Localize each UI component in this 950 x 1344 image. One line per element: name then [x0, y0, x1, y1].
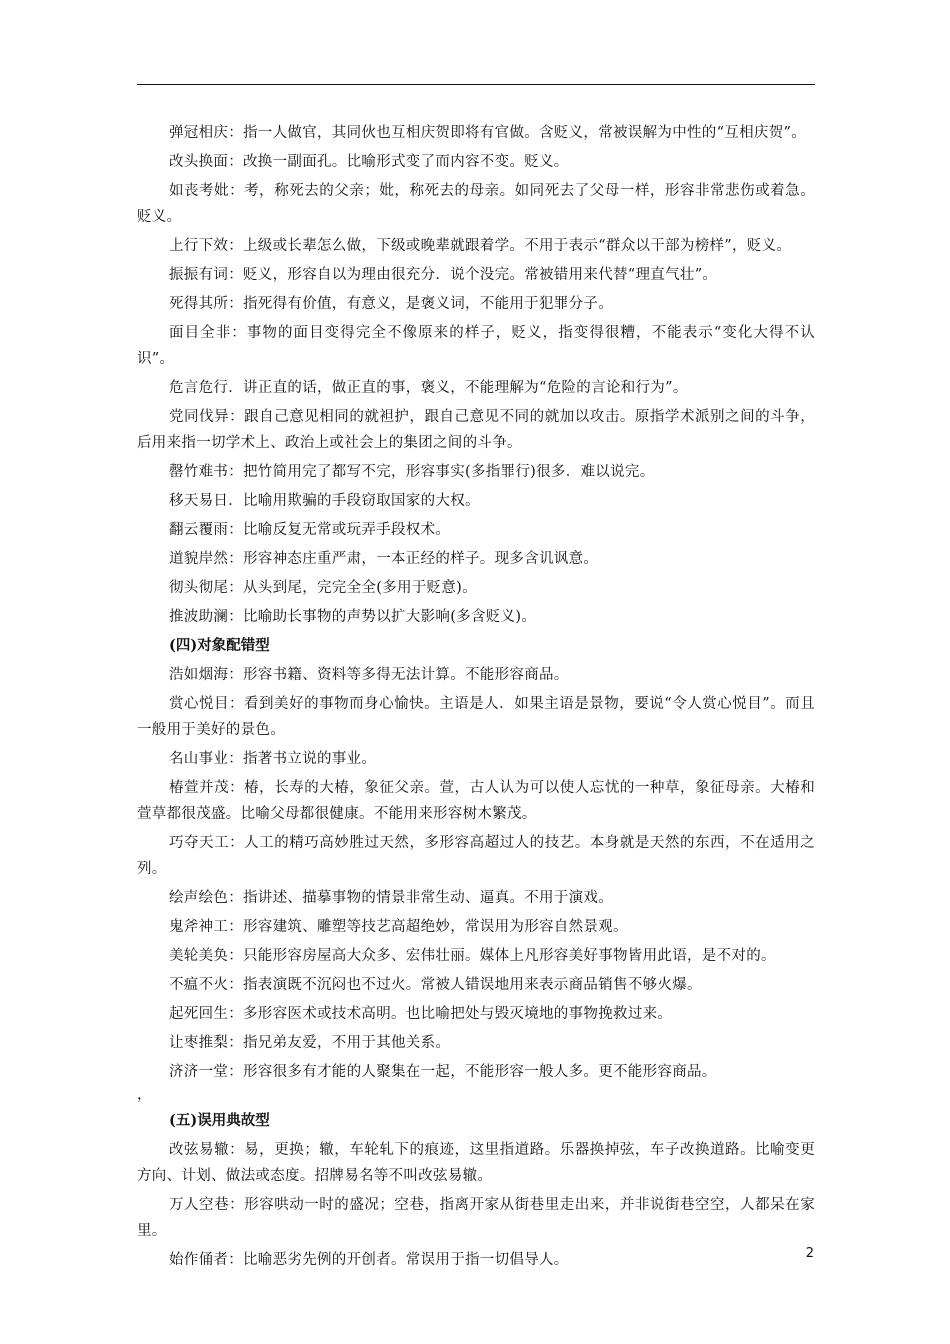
document-body: [137, 120, 815, 1276]
idiom-paragraph: 椿萱并茂：椿，长寿的大椿，象征父亲。萱，古人认为可以使人忘忧的一种草，象征母亲。大椿和萱草都很茂盛。比喻父母都很健康。不能用来形容树木繁茂。: [137, 780, 815, 822]
paragraph-group-b: [137, 662, 815, 1085]
idiom-paragraph: 改弦易辙：易，更换；辙，车轮轧下的痕迹，这里指道路。乐器换掉弦，车子改换道路。比喻变更方向、计划、做法或态度。招牌易名等不叫改弦易辙。: [137, 1142, 815, 1184]
idiom-paragraph: 罄竹难书：把竹简用完了都写不完，形容事实(多指罪行)很多．难以说完。: [169, 464, 655, 480]
idiom-paragraph: 赏心悦目：看到美好的事物而身心愉快。主语是人．如果主语是景物，要说“令人赏心悦目”。而且一般用于美好的景色。: [137, 696, 815, 738]
section-heading-5: (五)误用典故型: [169, 1112, 270, 1129]
header-rule: [137, 84, 815, 85]
idiom-paragraph: 推波助澜：比喻助长事物的声势以扩大影响(多含贬义)。: [169, 609, 537, 625]
idiom-paragraph: 起死回生：多形容医术或技术高明。也比喻把处与毁灭境地的事物挽救过来。: [169, 1006, 673, 1022]
idiom-paragraph: 万人空巷：形容哄动一时的盛况；空巷，指离开家从街巷里走出来，并非说街巷空空，人都呆在家里。: [137, 1197, 815, 1239]
idiom-paragraph: 上行下效：上级或长辈怎么做，下级或晚辈就跟着学。不用于表示“群众以干部为榜样”，贬义。: [169, 238, 792, 254]
idiom-paragraph: 巧夺天工：人工的精巧高妙胜过天然，多形容高超过人的技艺。本身就是天然的东西，不在适用之列。: [137, 835, 815, 877]
idiom-paragraph: 振振有词：贬义，形容自以为理由很充分．说个没完。常被错用来代替“理直气壮”。: [169, 267, 718, 283]
idiom-paragraph: 不瘟不火：指表演既不沉闷也不过火。常被人错误地用来表示商品销售不够火爆。: [169, 977, 702, 993]
idiom-paragraph: 彻头彻尾：从头到尾，完完全全(多用于贬意)。: [169, 580, 477, 596]
paragraph-group-c: [137, 1137, 815, 1273]
idiom-paragraph: 浩如烟海：形容书籍、资料等多得无法计算。不能形容商品。: [169, 667, 569, 683]
paragraph-group-a: [137, 120, 815, 630]
idiom-paragraph: 改头换面：改换一副面孔。比喻形式变了而内容不变。贬义。: [169, 154, 569, 170]
idiom-paragraph: 移天易日．比喻用欺骗的手段窃取国家的大权。: [169, 493, 480, 509]
idiom-paragraph: 死得其所：指死得有价值，有意义，是褒义词，不能用于犯罪分子。: [169, 296, 613, 312]
idiom-paragraph: 党同伐异：跟自己意见相同的就袒护，跟自己意见不同的就加以攻击。原指学术派别之间的斗争，后用来指一切学术上、政治上或社会上的集团之间的斗争。: [137, 409, 815, 451]
idiom-paragraph: 始作俑者：比喻恶劣先例的开创者。常误用于指一切倡导人。: [169, 1252, 569, 1268]
idiom-paragraph: 让枣推梨：指兄弟友爱，不用于其他关系。: [169, 1035, 451, 1051]
idiom-paragraph: 面目全非：事物的面目变得完全不像原来的样子，贬义，指变得很糟，不能表示“变化大得不认识”。: [137, 325, 815, 367]
stray-mark: ，: [137, 1087, 152, 1103]
idiom-paragraph: 弹冠相庆：指一人做官，其同伙也互相庆贺即将有官做。含贬义，常被误解为中性的“互相庆贺”。: [169, 125, 807, 141]
idiom-paragraph: 鬼斧神工：形容建筑、雕塑等技艺高超绝妙，常误用为形容自然景观。: [169, 919, 628, 935]
page-number: 2: [805, 1246, 814, 1261]
idiom-paragraph: 绘声绘色：指讲述、描摹事物的情景非常生动、逼真。不用于演戏。: [169, 890, 613, 906]
idiom-paragraph: 道貌岸然：形容神态庄重严肃，一本正经的样子。现多含讥讽意。: [169, 551, 599, 567]
section-heading-4: (四)对象配错型: [169, 637, 270, 654]
idiom-paragraph: 美轮美奂：只能形容房屋高大众多、宏伟壮丽。媒体上凡形容美好事物皆用此语，是不对的。: [169, 948, 776, 964]
idiom-paragraph: 危言危行．讲正直的话，做正直的事，褒义，不能理解为“危险的言论和行为”。: [169, 380, 688, 396]
idiom-paragraph: 名山事业：指著书立说的事业。: [169, 751, 377, 767]
idiom-paragraph: 翻云覆雨：比喻反复无常或玩弄手段权术。: [169, 522, 451, 538]
idiom-paragraph: 济济一堂：形容很多有才能的人聚集在一起，不能形容一般人多。更不能形容商品。: [169, 1064, 717, 1080]
idiom-paragraph: 如丧考妣：考，称死去的父亲；妣，称死去的母亲。如同死去了父母一样，形容非常悲伤或着急。贬义。: [137, 183, 815, 225]
